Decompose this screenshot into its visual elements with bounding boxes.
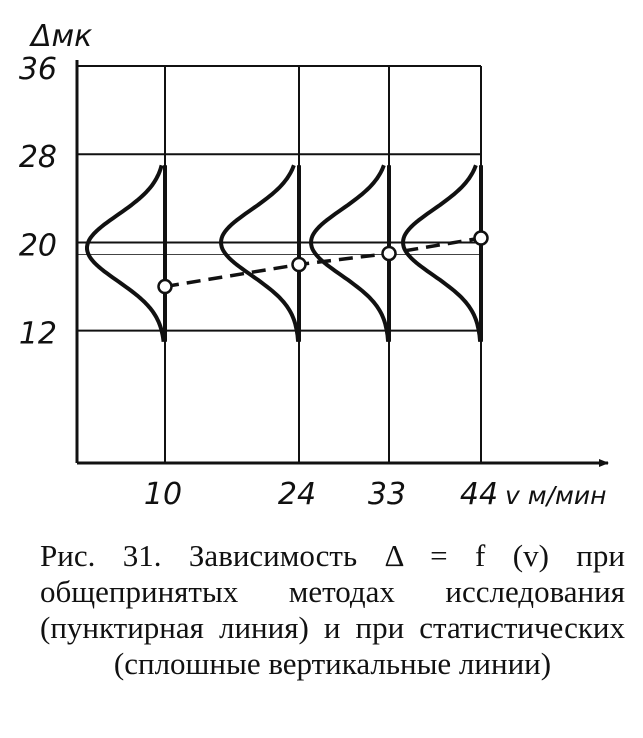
axes — [77, 60, 608, 463]
distribution-curve-10 — [87, 165, 164, 341]
x-tick-label-44: 44 — [459, 477, 499, 512]
y-tick-label-36: 36 — [18, 52, 57, 87]
x-tick-label-24: 24 — [277, 477, 317, 512]
series-point-44 — [475, 232, 488, 245]
series-point-10 — [159, 280, 172, 293]
distribution-curves — [87, 165, 481, 341]
figure-caption: Рис. 31. Зависимость Δ = f (v) при общепринятых методах исследования (пунктирная линия) и при статистических (сплошные вертикальные линии) — [40, 538, 625, 681]
distribution-curve-24 — [221, 165, 298, 341]
y-tick-label-12: 12 — [18, 316, 57, 352]
y-tick-label-28: 28 — [18, 140, 57, 176]
dashed-series-line — [165, 238, 481, 287]
x-axis-label: v м/мин — [505, 481, 607, 510]
series-point-24 — [293, 258, 306, 271]
x-tick-label-33: 33 — [367, 477, 407, 512]
series-point-33 — [383, 247, 396, 260]
distribution-curve-44 — [403, 165, 480, 341]
y-axis-label: Δмк — [31, 19, 93, 54]
x-tick-label-10: 10 — [143, 477, 183, 512]
axis-labels — [19, 19, 607, 512]
y-tick-label-20: 20 — [18, 228, 57, 264]
dashed-series — [159, 232, 488, 294]
distribution-curve-33 — [311, 165, 388, 341]
